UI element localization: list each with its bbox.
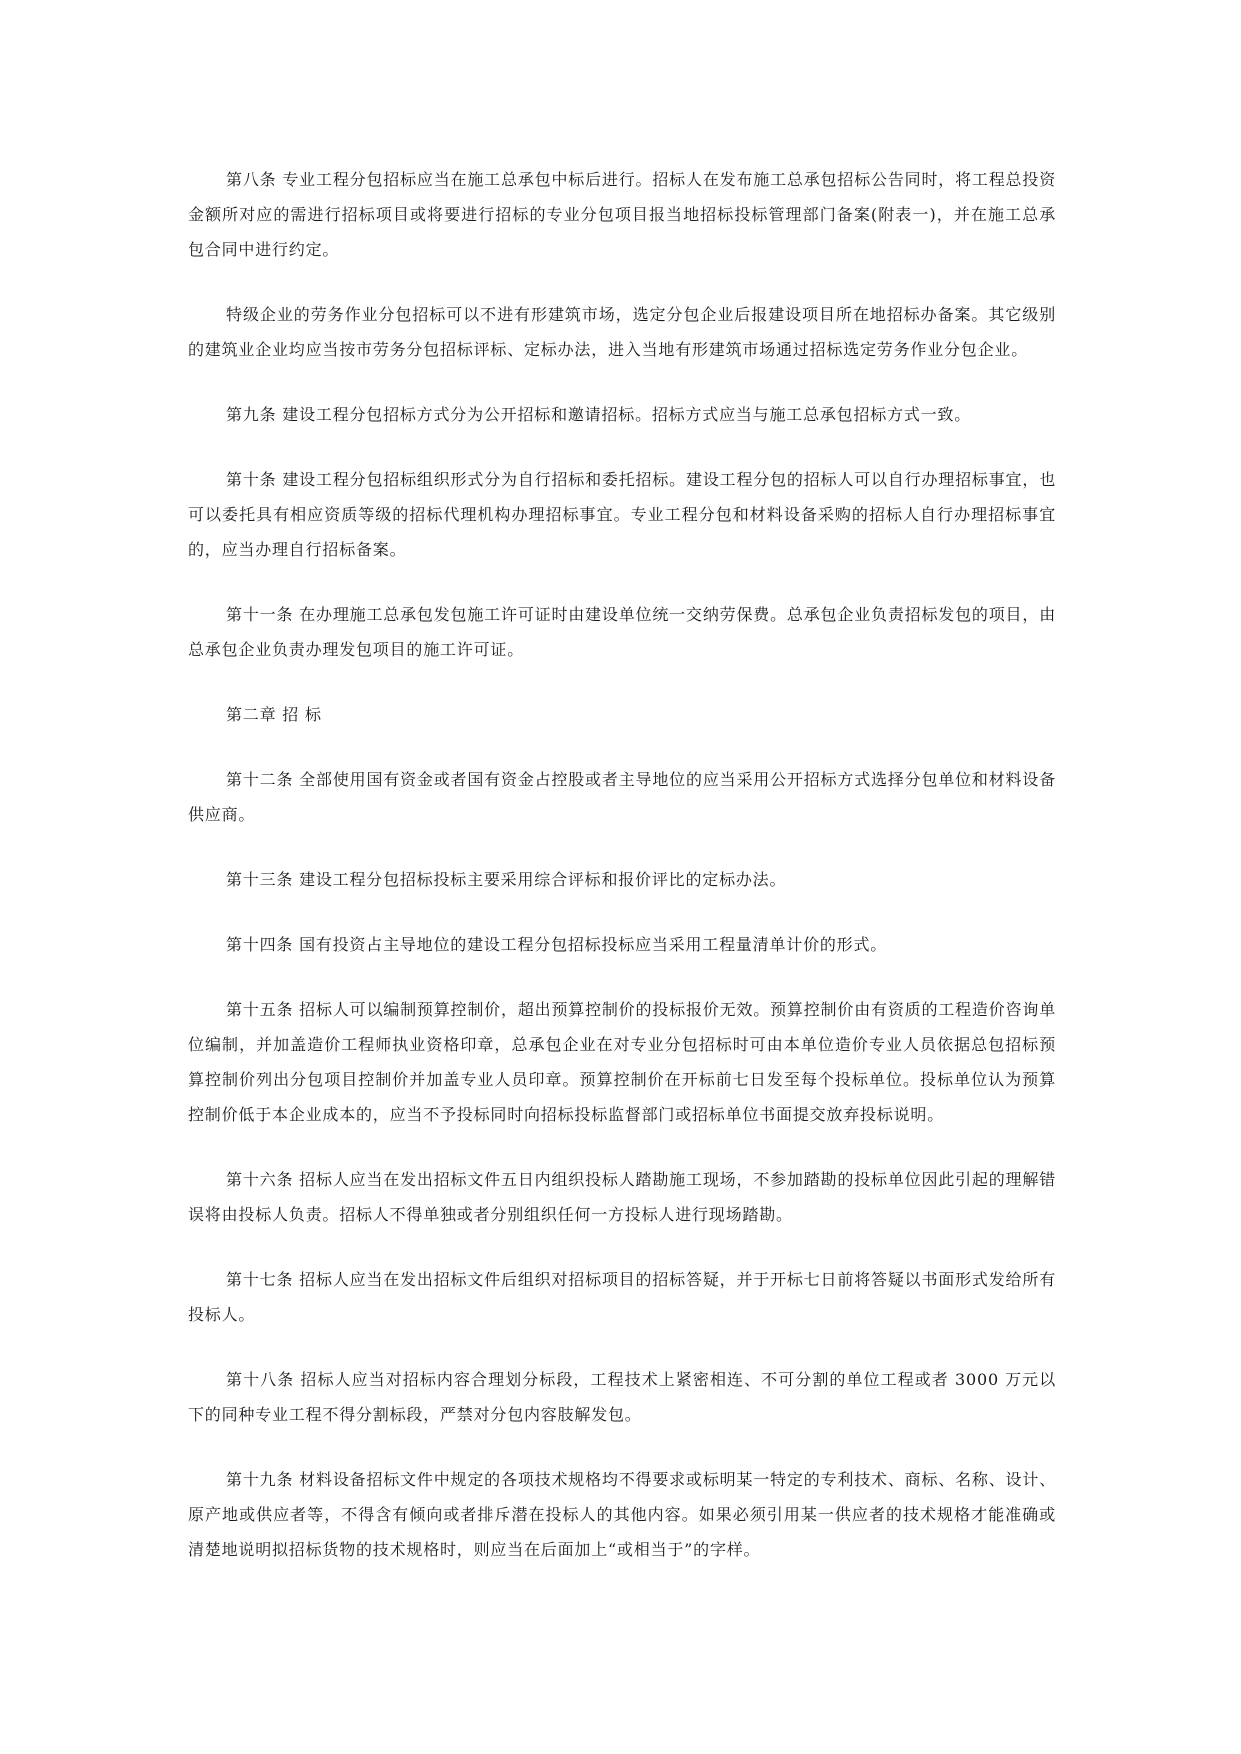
document-body [188, 162, 1056, 1597]
paragraph-labor-subcontract: 特级企业的劳务作业分包招标可以不进有形建筑市场，选定分包企业后报建设项目所在地招标办备案。其它级别的建筑业企业均应当按市劳务分包招标评标、定标办法，进入当地有形建筑市场通过招标选定劳务作业分包企业。 [188, 305, 1056, 359]
paragraph-article-10: 第十条 建设工程分包招标组织形式分为自行招标和委托招标。建设工程分包的招标人可以自行办理招标事宜，也可以委托具有相应资质等级的招标代理机构办理招标事宜。专业工程分包和材料设备采购的招标人自行办理招标事宜的，应当办理自行招标备案。 [188, 470, 1056, 559]
paragraph-article-16: 第十六条 招标人应当在发出招标文件五日内组织投标人踏勘施工现场，不参加踏勘的投标单位因此引起的理解错误将由投标人负责。招标人不得单独或者分别组织任何一方投标人进行现场踏勘。 [188, 1170, 1056, 1224]
paragraph-article-18: 第十八条 招标人应当对招标内容合理划分标段，工程技术上紧密相连、不可分割的单位工程或者 3000 万元以下的同种专业工程不得分割标段，严禁对分包内容肢解发包。 [188, 1370, 1056, 1424]
paragraph-article-8: 第八条 专业工程分包招标应当在施工总承包中标后进行。招标人在发布施工总承包招标公告同时，将工程总投资金额所对应的需进行招标项目或将要进行招标的专业分包项目报当地招标投标管理部门备案(附表一)，并在施工总承包合同中进行约定。 [188, 170, 1056, 259]
paragraph-article-11: 第十一条 在办理施工总承包发包施工许可证时由建设单位统一交纳劳保费。总承包企业负责招标发包的项目，由总承包企业负责办理发包项目的施工许可证。 [188, 605, 1056, 659]
paragraph-article-9: 第九条 建设工程分包招标方式分为公开招标和邀请招标。招标方式应当与施工总承包招标方式一致。 [226, 405, 972, 424]
paragraph-article-15: 第十五条 招标人可以编制预算控制价，超出预算控制价的投标报价无效。预算控制价由有资质的工程造价咨询单位编制，并加盖造价工程师执业资格印章，总承包企业在对专业分包招标时可由本单位造价专业人员依据总包招标预算控制价列出分包项目控制价并加盖专业人员印章。预算控制价在开标前七日发至每个投标单位。投标单位认为预算控制价低于本企业成本的，应当不予投标同时向招标投标监督部门或招标单位书面提交放弃投标说明。 [188, 1000, 1056, 1124]
paragraph-article-13: 第十三条 建设工程分包招标投标主要采用综合评标和报价评比的定标办法。 [226, 870, 787, 889]
chapter-heading: 第二章 招 标 [226, 705, 322, 724]
paragraph-article-12: 第十二条 全部使用国有资金或者国有资金占控股或者主导地位的应当采用公开招标方式选择分包单位和材料设备供应商。 [188, 770, 1056, 824]
paragraph-article-19: 第十九条 材料设备招标文件中规定的各项技术规格均不得要求或标明某一特定的专利技术、商标、名称、设计、原产地或供应者等，不得含有倾向或者排斥潜在投标人的其他内容。如果必须引用某一供应者的技术规格才能准确或清楚地说明拟招标货物的技术规格时，则应当在后面加上“或相当于”的字样。 [188, 1470, 1056, 1559]
paragraph-article-14: 第十四条 国有投资占主导地位的建设工程分包招标投标应当采用工程量清单计价的形式。 [226, 935, 888, 954]
paragraph-article-17: 第十七条 招标人应当在发出招标文件后组织对招标项目的招标答疑，并于开标七日前将答疑以书面形式发给所有投标人。 [188, 1270, 1056, 1324]
